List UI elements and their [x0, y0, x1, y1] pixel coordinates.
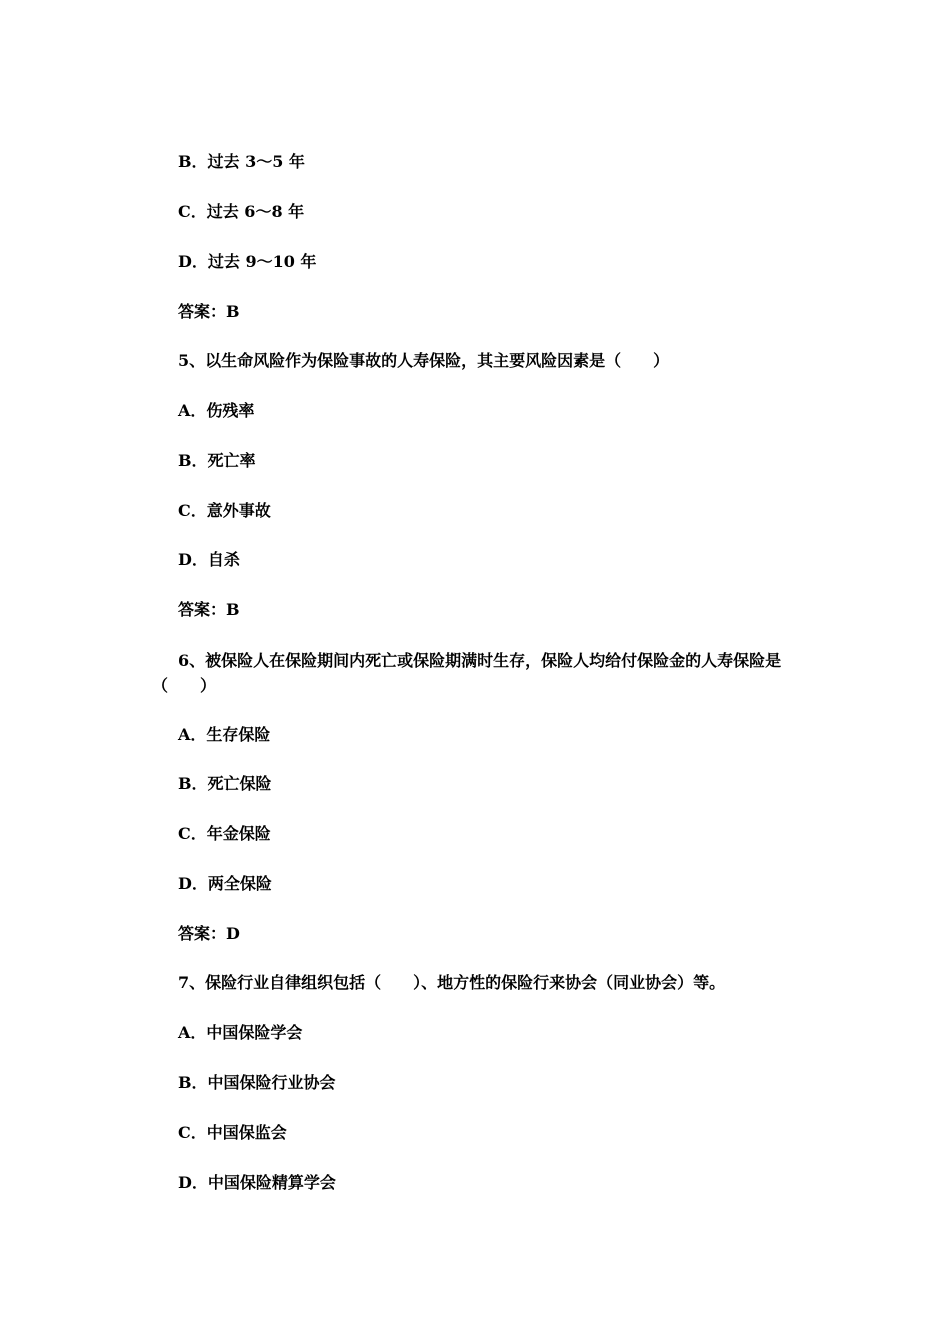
- option-d-q5: D．自杀: [178, 550, 240, 569]
- question-6: 6、被保险人在保险期间内死亡或保险期满时生存，保险人均给付保险金的人寿保险是（ ）: [152, 651, 782, 695]
- option-c-q7: C．中国保监会: [178, 1123, 287, 1142]
- option-c-q4: C．过去 6～8 年: [178, 202, 305, 221]
- option-d-q6: D．两全保险: [178, 874, 272, 893]
- option-b-q7: B．中国保险行业协会: [178, 1073, 336, 1092]
- option-a-q7: A．中国保险学会: [178, 1023, 303, 1042]
- option-b-q6: B．死亡保险: [178, 774, 272, 793]
- answer-q5: 答案：B: [178, 600, 240, 619]
- option-d-q4: D．过去 9～10 年: [178, 252, 317, 271]
- option-c-q5: C．意外事故: [178, 501, 271, 520]
- option-a-q5: A．伤残率: [178, 401, 255, 420]
- answer-q4: 答案：B: [178, 302, 240, 321]
- option-c-q6: C．年金保险: [178, 824, 271, 843]
- option-a-q6: A．生存保险: [178, 725, 271, 744]
- answer-q6: 答案：D: [178, 924, 240, 943]
- question-5: 5、以生命风险作为保险事故的人寿保险，其主要风险因素是（ ）: [178, 351, 670, 370]
- question-7: 7、保险行业自律组织包括（ ）、地方性的保险行来协会（同业协会）等。: [178, 973, 726, 992]
- option-b-q4: B．过去 3～5 年: [178, 152, 305, 171]
- option-d-q7: D．中国保险精算学会: [178, 1173, 336, 1192]
- option-b-q5: B．死亡率: [178, 451, 256, 470]
